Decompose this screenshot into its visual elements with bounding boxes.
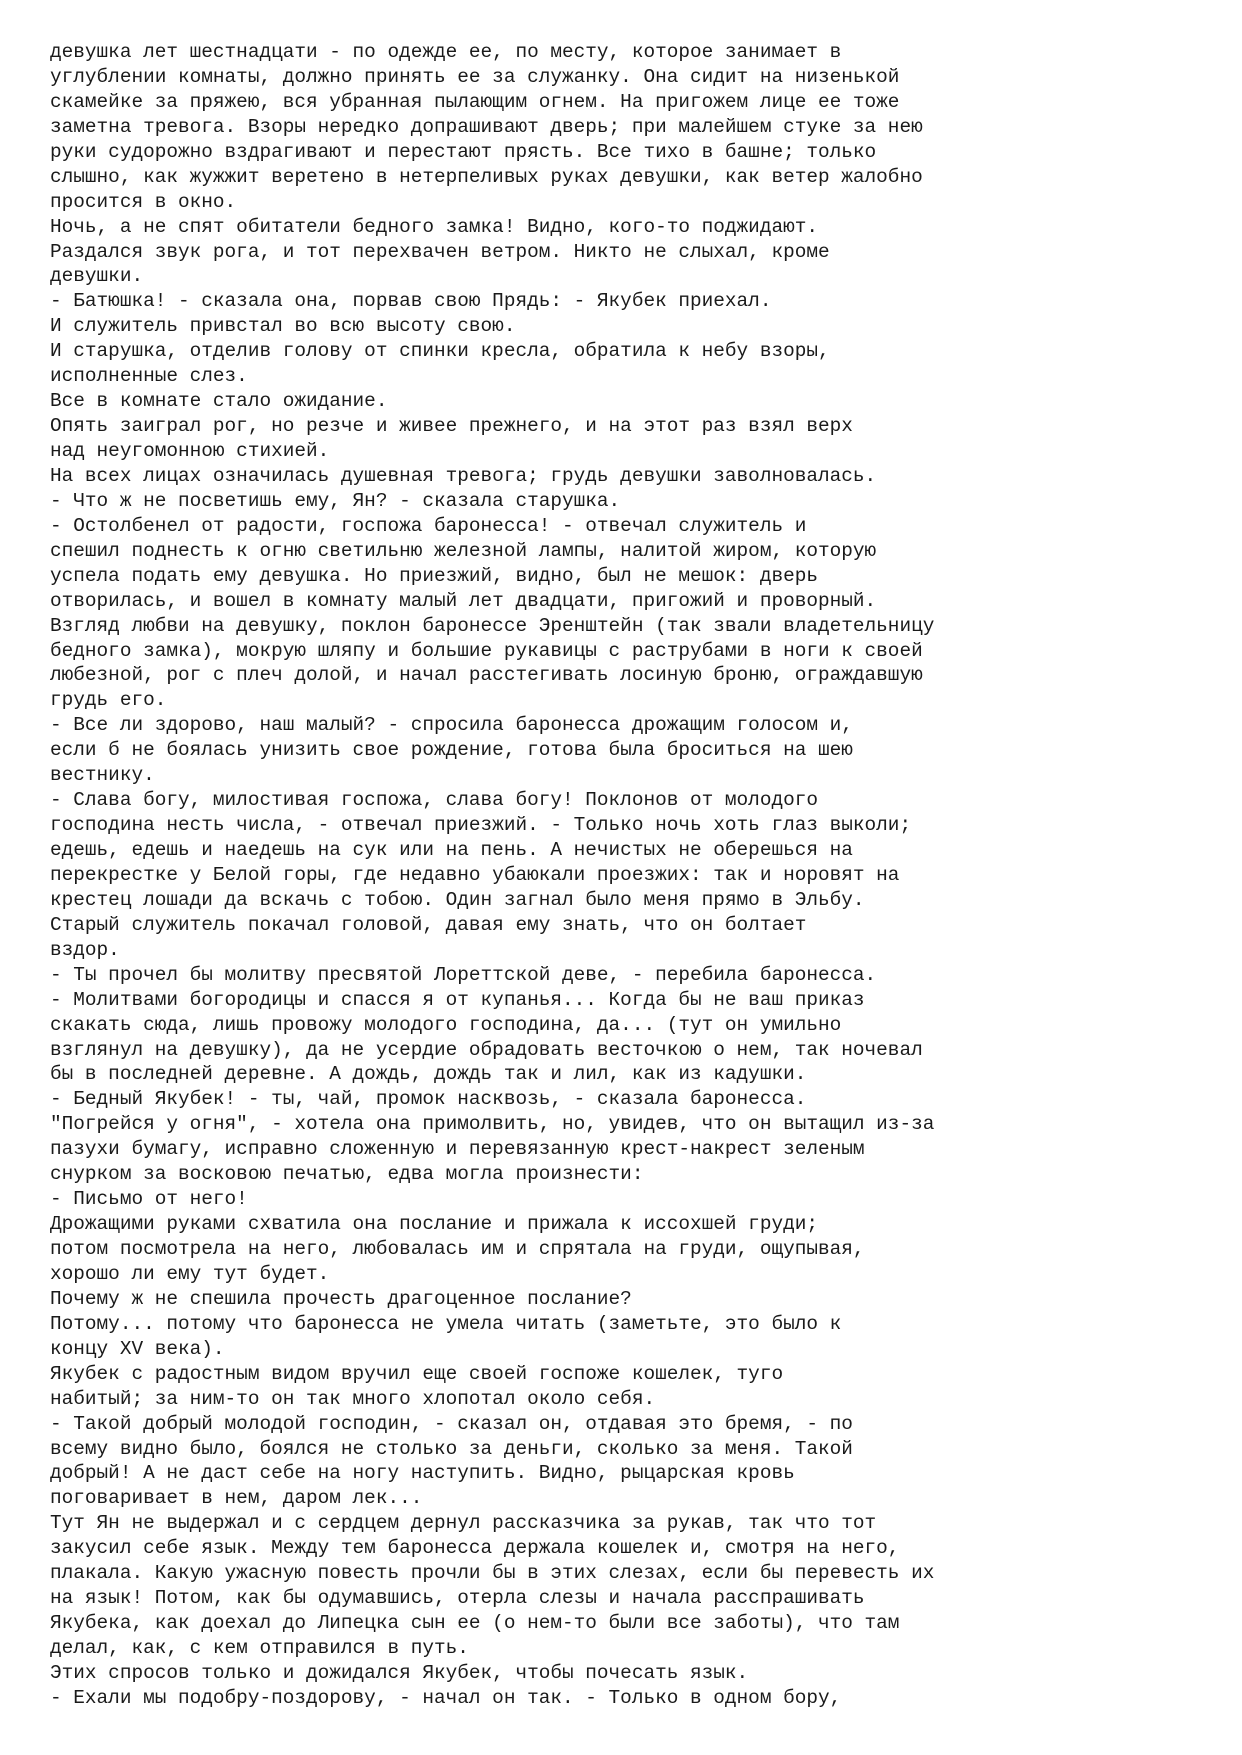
text-line: Якубек с радостным видом вручил еще своей госпоже кошелек, туго — [50, 1362, 784, 1385]
text-line: взглянул на девушку), да не усердие обрадовать весточкою о нем, так ночевал — [50, 1038, 923, 1061]
text-line: набитый; за ним-то он так много хлопотал около себя. — [50, 1387, 656, 1410]
text-line: И служитель привстал во всю высоту свою. — [50, 315, 516, 338]
document-text — [50, 40, 1210, 1711]
text-line: слышно, как жужжит веретено в нетерпеливых руках девушки, как ветер жалобно — [50, 165, 923, 188]
text-line: - Письмо от него! — [50, 1188, 248, 1211]
text-line: Потому... потому что баронесса не умела читать (заметьте, это было к — [50, 1312, 842, 1335]
text-line: хорошо ли ему тут будет. — [50, 1262, 330, 1285]
text-line: над неугомонною стихией. — [50, 440, 330, 462]
text-line: успела подать ему девушка. Но приезжий, видно, был не мешок: дверь — [50, 564, 818, 587]
text-line: снурком за восковою печатью, едва могла произнести: — [50, 1163, 644, 1186]
text-line: скакать сюда, лишь провожу молодого господина, да... (тут он умильно — [50, 1013, 842, 1036]
text-line: бедного замка), мокрую шляпу и большие рукавицы с раструбами в ноги к своей — [50, 639, 923, 662]
text-line: - Бедный Якубек! - ты, чай, промок насквозь, - сказала баронесса. — [50, 1088, 807, 1111]
text-line: крестец лошади да вскачь с тобою. Один загнал было меня прямо в Эльбу. — [50, 888, 865, 911]
text-line: руки судорожно вздрагивают и перестают прясть. Все тихо в башне; только — [50, 140, 877, 163]
text-line: Взгляд любви на девушку, поклон баронессе Эренштейн (так звали владетельницу — [50, 614, 935, 637]
text-line: грудь его. — [50, 689, 167, 712]
text-line: спешил поднесть к огню светильню железной лампы, налитой жиром, которую — [50, 539, 877, 562]
text-line: поговаривает в нем, даром лек... — [50, 1487, 423, 1510]
text-line: "Погрейся у огня", - хотела она примолвить, но, увидев, что он вытащил из-за — [50, 1113, 935, 1136]
text-line: вздор. — [50, 938, 120, 961]
text-line: исполненные слез. — [50, 365, 248, 388]
text-line: скамейке за пряжею, вся убранная пылающим огнем. На пригожем лице ее тоже — [50, 90, 900, 113]
text-line: всему видно было, боялся не столько за деньги, сколько за меня. Такой — [50, 1437, 853, 1460]
text-line: - Все ли здорово, наш малый? - спросила баронесса дрожащим голосом и, — [50, 714, 853, 737]
text-line: Опять заиграл рог, но резче и живее прежнего, и на этот раз взял верх — [50, 415, 853, 438]
text-line: Тут Ян не выдержал и с сердцем дернул рассказчика за рукав, так что тот — [50, 1512, 877, 1535]
text-line: заметна тревога. Взоры нередко допрашивают дверь; при малейшем стуке за нею — [50, 115, 923, 138]
text-line: едешь, едешь и наедешь на сук или на пень. А нечистых не оберешься на — [50, 839, 853, 861]
text-line: Все в комнате стало ожидание. — [50, 390, 388, 413]
text-line: - Ты прочел бы молитву пресвятой Лореттской деве, - перебила баронесса. — [50, 963, 877, 986]
text-line: закусил себе язык. Между тем баронесса держала кошелек и, смотря на него, — [50, 1537, 900, 1560]
text-line: И старушка, отделив голову от спинки кресла, обратила к небу взоры, — [50, 340, 830, 363]
text-line: - Что ж не посветишь ему, Ян? - сказала старушка. — [50, 489, 621, 512]
text-line: Ночь, а не спят обитатели бедного замка! Видно, кого-то поджидают. — [50, 215, 818, 238]
text-line: концу XV века). — [50, 1337, 225, 1360]
text-line: вестнику. — [50, 764, 155, 787]
text-line: Этих спросов только и дожидался Якубек, чтобы почесать язык. — [50, 1661, 749, 1684]
text-line: просится в окно. — [50, 190, 237, 213]
text-line: любезной, рог с плеч долой, и начал расстегивать лосиную броню, ограждавшую — [50, 664, 923, 687]
text-line: - Такой добрый молодой господин, - сказал он, отдавая это бремя, - по — [50, 1412, 853, 1435]
text-line: - Батюшка! - сказала она, порвав свою Прядь: - Якубек приехал. — [50, 290, 772, 313]
text-line: Якубека, как доехал до Липецка сын ее (о нем-то были все заботы), что там — [50, 1612, 900, 1635]
text-line: господина несть числа, - отвечал приезжий. - Только ночь хоть глаз выколи; — [50, 814, 912, 837]
text-line: на язык! Потом, как бы одумавшись, отерла слезы и начала расспрашивать — [50, 1587, 865, 1610]
text-line: перекрестке у Белой горы, где недавно убаюкали проезжих: так и норовят на — [50, 863, 900, 886]
text-line: плакала. Какую ужасную повесть прочли бы в этих слезах, если бы перевесть их — [50, 1562, 935, 1585]
text-line: если б не боялась унизить свое рождение, готова была броситься на шею — [50, 739, 853, 762]
text-line: - Слава богу, милостивая госпожа, слава богу! Поклонов от молодого — [50, 789, 818, 812]
text-line: На всех лицах означилась душевная тревога; грудь девушки заволновалась. — [50, 464, 877, 487]
text-line: Почему ж не спешила прочесть драгоценное послание? — [50, 1287, 632, 1310]
text-line: Старый служитель покачал головой, давая ему знать, что он болтает — [50, 913, 807, 936]
text-line: потом посмотрела на него, любовалась им и спрятала на груди, ощупывая, — [50, 1238, 865, 1260]
text-line: бы в последней деревне. А дождь, дождь так и лил, как из кадушки. — [50, 1063, 807, 1086]
text-line: углублении комнаты, должно принять ее за служанку. Она сидит на низенькой — [50, 65, 900, 88]
text-line: Дрожащими руками схватила она послание и прижала к иссохшей груди; — [50, 1213, 818, 1236]
text-line: добрый! А не даст себе на ногу наступить. Видно, рыцарская кровь — [50, 1462, 795, 1485]
text-line: - Остолбенел от радости, госпожа баронесса! - отвечал служитель и — [50, 514, 807, 537]
text-line: - Молитвами богородицы и спасся я от купанья... Когда бы не ваш приказ — [50, 988, 865, 1011]
text-line: - Ехали мы подобру-поздорову, - начал он так. - Только в одном бору, — [50, 1686, 842, 1709]
text-line: пазухи бумагу, исправно сложенную и перевязанную крест-накрест зеленым — [50, 1138, 865, 1161]
text-line: отворилась, и вошел в комнату малый лет двадцати, пригожий и проворный. — [50, 589, 877, 612]
text-line: девушка лет шестнадцати - по одежде ее, по месту, которое занимает в — [50, 41, 842, 63]
text-line: Раздался звук рога, и тот перехвачен ветром. Никто не слыхал, кроме — [50, 240, 830, 263]
text-line: девушки. — [50, 265, 144, 288]
text-line: делал, как, с кем отправился в путь. — [50, 1637, 469, 1659]
